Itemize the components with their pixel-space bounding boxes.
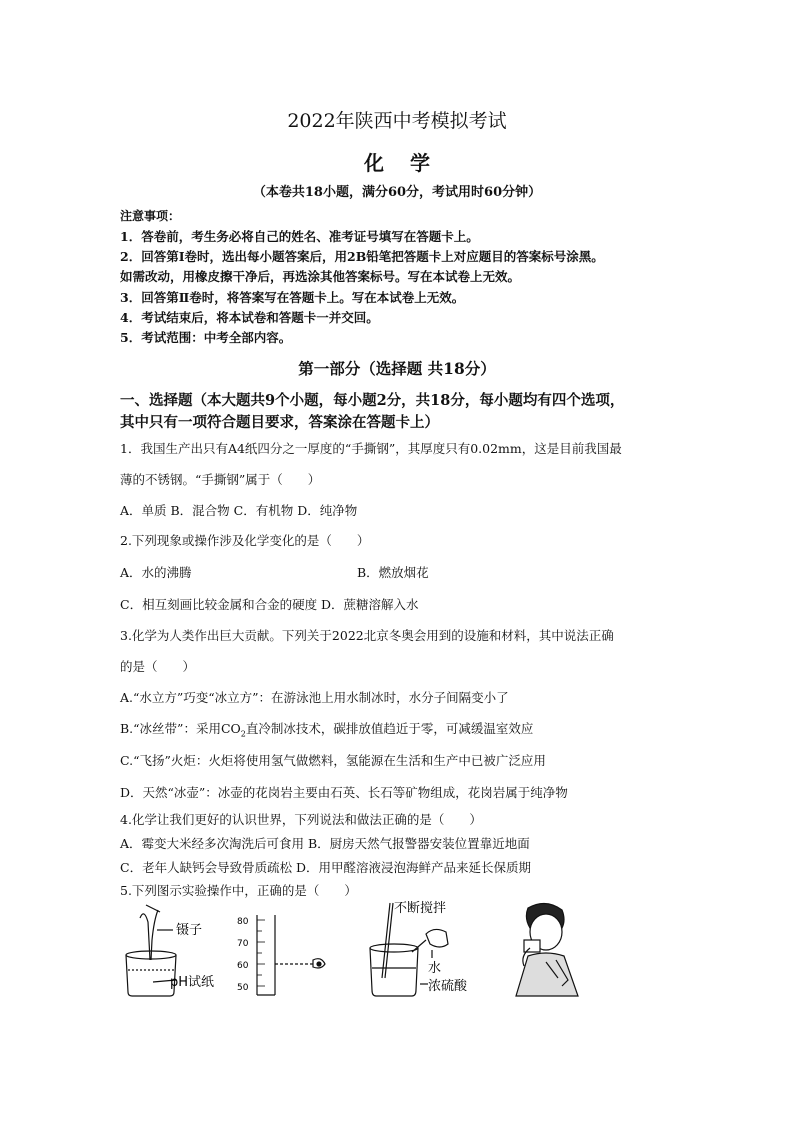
- q3-option-c: C.“飞扬”火炬：火炬将使用氢气做燃料，氢能源在生活和生产中已被广泛应用: [120, 753, 546, 768]
- q3-option-d: D．天然“冰壶”：冰壶的花岗岩主要由石英、长石等矿物组成，花岗岩属于纯净物: [120, 785, 568, 800]
- q2-option-cd: C．相互刻画比较金属和合金的硬度 D．蔗糖溶解入水: [120, 597, 419, 612]
- shirt: [516, 953, 578, 996]
- q2-option-b: B．燃放烟花: [357, 565, 429, 580]
- figure-dilution: [362, 898, 492, 1002]
- q1-stem-line2: 薄的不锈钢。“手撕钢”属于（ ）: [120, 472, 321, 487]
- water-label: 水: [428, 961, 442, 976]
- notes-heading: 注意事项：: [120, 209, 181, 223]
- exam-info: （本卷共18小题，满分60分，考试用时60分钟）: [252, 185, 542, 200]
- tweezers-arm: [151, 910, 158, 960]
- q3-stem-line1: 3.化学为人类作出巨大贡献。下列关于2022北京冬奥会用到的设施和材料，其中说法正确: [120, 628, 614, 643]
- tick-label: 70: [237, 939, 249, 949]
- acid-label: 浓硫酸: [428, 979, 468, 994]
- tick-label: 50: [237, 983, 249, 993]
- q3-option-b-pre: B.“冰丝带”：采用CO: [120, 721, 241, 736]
- section-heading-line1: 一、选择题（本大题共9个小题，每小题2分，共18分，每小题均有四个选项，: [120, 392, 625, 409]
- tweezers-arm: [140, 914, 150, 960]
- tick-label: 60: [237, 961, 249, 971]
- stir-label: 不断搅拌: [394, 901, 447, 916]
- q3-option-b-sub: 2: [240, 729, 246, 739]
- q4-options-line1: A．霉变大米经多次淘洗后可食用 B．厨房天然气报警器安装位置靠近地面: [120, 836, 530, 851]
- note-item: 如需改动，用橡皮擦干净后，再选涂其他答案标号。写在本试卷上无效。: [120, 269, 521, 284]
- tweezers-label: 镊子: [176, 923, 203, 938]
- figure-ph-test: [118, 900, 228, 1000]
- beaker: [126, 955, 176, 996]
- subject-title: 化学: [364, 151, 456, 175]
- q2-option-a: A．水的沸腾: [120, 565, 192, 580]
- q5-stem: 5.下列图示实验操作中，正确的是（ ）: [120, 883, 357, 898]
- pouring-vessel: [426, 929, 448, 947]
- figure-drinking-boy: [506, 900, 586, 1000]
- tick-label: 80: [237, 917, 249, 927]
- note-item: 3．回答第Ⅱ卷时，将答案写在答题卡上。写在本试卷上无效。: [120, 290, 465, 305]
- q3-stem-line2: 的是（ ）: [120, 659, 196, 674]
- q3-option-b-post: 直冷制冰技术，碳排放值趋近于零，可减缓温室效应: [245, 721, 534, 736]
- q3-option-a: A.“水立方”巧变“冰立方”：在游泳池上用水制冰时，水分子间隔变小了: [120, 690, 509, 705]
- q2-stem: 2.下列现象或操作涉及化学变化的是（ ）: [120, 533, 370, 548]
- q4-stem: 4.化学让我们更好的认识世界，下列说法和做法正确的是（ ）: [120, 812, 482, 827]
- exam-title: 2022年陕西中考模拟考试: [287, 110, 507, 132]
- figure-cylinder-reading: [235, 910, 335, 1000]
- note-item: 5．考试范围：中考全部内容。: [120, 330, 292, 345]
- section-heading-line2: 其中只有一项符合题目要求，答案涂在答题卡上）: [120, 414, 439, 431]
- beaker: [370, 948, 418, 996]
- note-item: 4．考试结束后，将本试卷和答题卡一并交回。: [120, 310, 379, 325]
- q3-option-b: [120, 719, 533, 739]
- q1-options: A．单质 B．混合物 C．有机物 D．纯净物: [120, 503, 358, 518]
- note-item: 1．答卷前，考生务必将自己的姓名、准考证号填写在答题卡上。: [120, 229, 479, 244]
- note-item: 2．回答第Ⅰ卷时，选出每小题答案后，用2B铅笔把答题卡上对应题目的答案标号涂黑。: [120, 249, 604, 264]
- part-heading: 第一部分（选择题 共18分）: [298, 359, 496, 378]
- q1-stem-line1: 1．我国生产出只有A4纸四分之一厚度的“手撕钢”，其厚度只有0.02mm，这是目前我国最: [120, 441, 622, 456]
- q4-options-line2: C．老年人缺钙会导致骨质疏松 D．用甲醛溶液浸泡海鲜产品来延长保质期: [120, 860, 532, 875]
- cup: [524, 940, 540, 952]
- ph-paper-label: pH试纸: [170, 975, 215, 990]
